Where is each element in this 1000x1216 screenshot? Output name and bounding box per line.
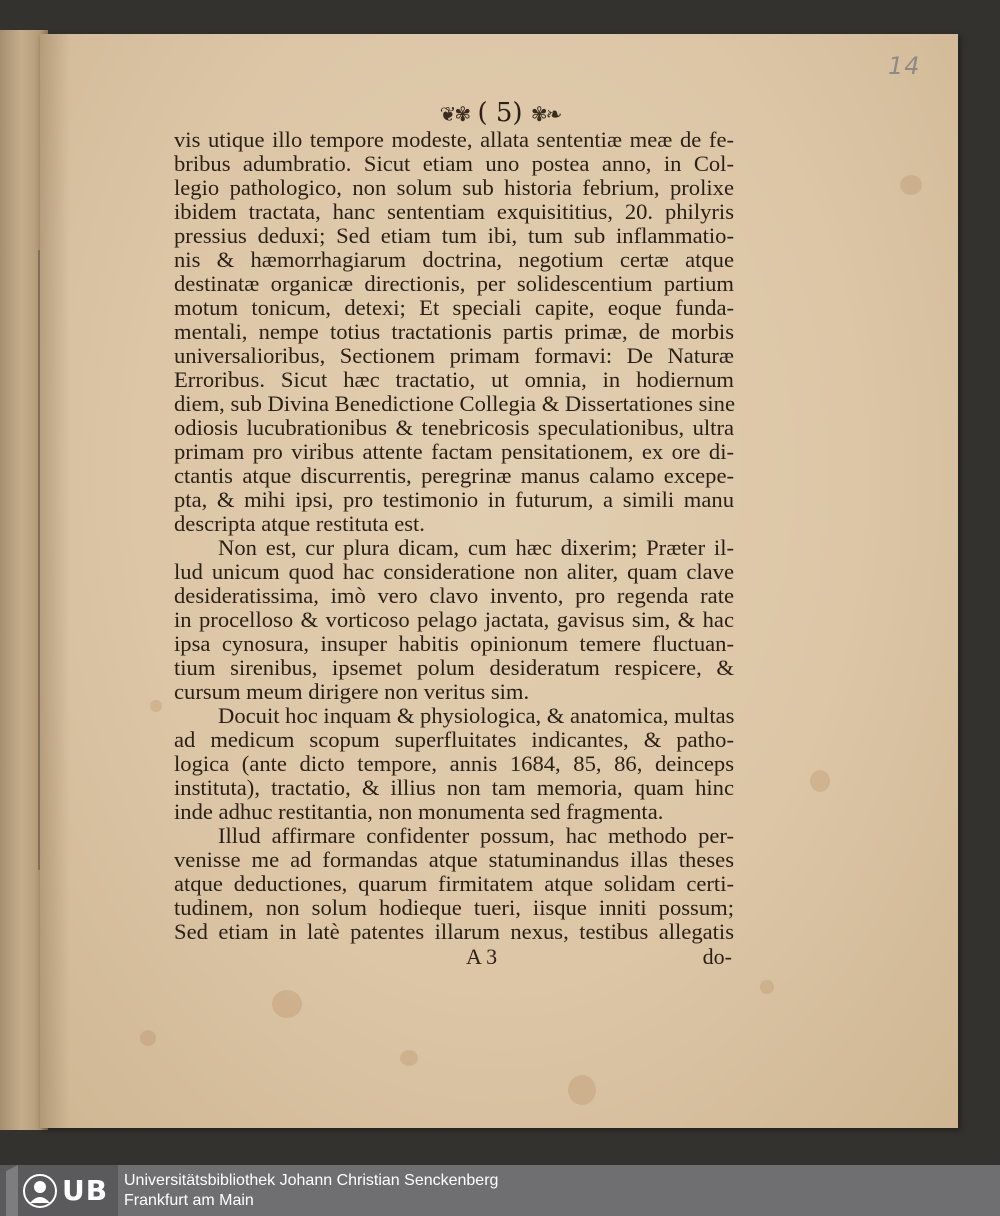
library-name-line2: Frankfurt am Main: [124, 1191, 254, 1209]
text-line: bribus adumbratio. Sicut etiam uno postea anno, in Col-: [174, 151, 734, 176]
text-line: pressius deduxi; Sed etiam tum ibi, tum sub inflammatio-: [174, 223, 734, 248]
foxing-spot: [400, 1050, 418, 1066]
foxing-spot: [568, 1075, 596, 1105]
text-line: legio pathologico, non solum sub historia febrium, prolixe: [174, 175, 734, 200]
body-text: [174, 128, 734, 944]
text-line: pta, & mihi ipsi, pro testimonio in futurum, a simili manu: [174, 487, 734, 512]
portrait-medallion-icon: [4, 1165, 60, 1216]
text-line: destinatæ organicæ directionis, per solidescentium partium: [174, 271, 734, 296]
text-line: lud unicum quod hac consideratione non aliter, quam clave: [174, 559, 734, 584]
foxing-spot: [150, 700, 162, 712]
text-line: cursum meum dirigere non veritus sim.: [174, 679, 530, 704]
ub-logo-text: UB: [62, 1174, 109, 1207]
text-line: universalioribus, Sectionem primam formavi: De Naturæ: [174, 343, 734, 368]
catchword: do-: [702, 944, 732, 969]
foxing-spot: [272, 990, 302, 1018]
text-line: Erroribus. Sicut hæc tractatio, ut omnia, in hodiernum: [174, 367, 734, 392]
page-number: ( 5): [477, 98, 523, 128]
text-line: Illud affirmare confidenter possum, hac methodo per-: [218, 823, 734, 848]
text-line: ctantis atque discurrentis, peregrinæ manus calamo excepe-: [174, 463, 734, 488]
page-header: [0, 98, 1000, 128]
text-line: mentali, nempe totius tractationis partis primæ, de morbis: [174, 319, 734, 344]
right-ornament-icon: ✾❧: [530, 102, 561, 126]
page-fold-shadow: [40, 34, 70, 1128]
library-name: [124, 1171, 498, 1210]
text-line: nis & hæmorrhagiarum doctrina, negotium certæ atque: [174, 247, 734, 272]
text-line: odiosis lucubrationibus & tenebricosis speculationibus, ultra: [174, 415, 734, 440]
text-line: in procelloso & vorticoso pelago jactata, gavisus sim, & hac: [174, 607, 734, 632]
text-line: ibidem tractata, hanc sententiam exquisititius, 20. philyris: [174, 199, 734, 224]
text-line: ad medicum scopum superfluitates indicantes, & patho-: [174, 727, 734, 752]
text-line: Non est, cur plura dicam, cum hæc dixerim; Præter il-: [218, 535, 734, 560]
pencil-folio-number: 14: [888, 52, 921, 80]
ub-logo[interactable]: [0, 1165, 118, 1216]
text-line: inde adhuc restitantia, non monumenta sed fragmenta.: [174, 799, 664, 824]
foxing-spot: [760, 980, 774, 994]
text-line: tium sirenibus, ipsemet polum desideratum respicere, &: [174, 655, 734, 680]
library-name-line1: Universitätsbibliothek Johann Christian Senckenberg: [124, 1172, 499, 1189]
page-footer: [174, 944, 734, 968]
text-line: diem, sub Divina Benedictione Collegia & Dissertationes sine: [174, 391, 735, 416]
foxing-spot: [140, 1030, 156, 1046]
text-line: descripta atque restituta est.: [174, 511, 425, 536]
text-line: ipsa cynosura, insuper habitis opinionum temere fluctuan-: [174, 631, 734, 656]
text-line: Docuit hoc inquam & physiologica, & anatomica, multas: [218, 703, 735, 728]
text-line: logica (ante dicto tempore, annis 1684, 85, 86, deinceps: [174, 751, 734, 776]
signature-mark: A 3: [466, 944, 498, 969]
library-banner: [0, 1165, 1000, 1216]
text-line: tudinem, non solum hodieque tueri, iisque inniti possum;: [174, 895, 734, 920]
foxing-spot: [810, 770, 830, 792]
text-line: instituta), tractatio, & illius non tam memoria, quam hinc: [174, 775, 734, 800]
text-line: vis utique illo tempore modeste, allata sententiæ meæ de fe-: [174, 127, 734, 152]
text-line: Sed etiam in latè patentes illarum nexus, testibus allegatis: [174, 919, 734, 944]
text-line: atque deductiones, quarum firmitatem atque solidam certi-: [174, 871, 734, 896]
text-line: motum tonicum, detexi; Et speciali capite, eoque funda-: [174, 295, 734, 320]
text-line: primam pro viribus attente factam pensitationem, ex ore di-: [174, 439, 734, 464]
text-line: desideratissima, imò vero clavo invento, pro regenda rate: [174, 583, 734, 608]
foxing-spot: [900, 175, 922, 195]
text-line: venisse me ad formandas atque statuminandus illas theses: [174, 847, 734, 872]
left-ornament-icon: ❦✾: [439, 102, 470, 126]
